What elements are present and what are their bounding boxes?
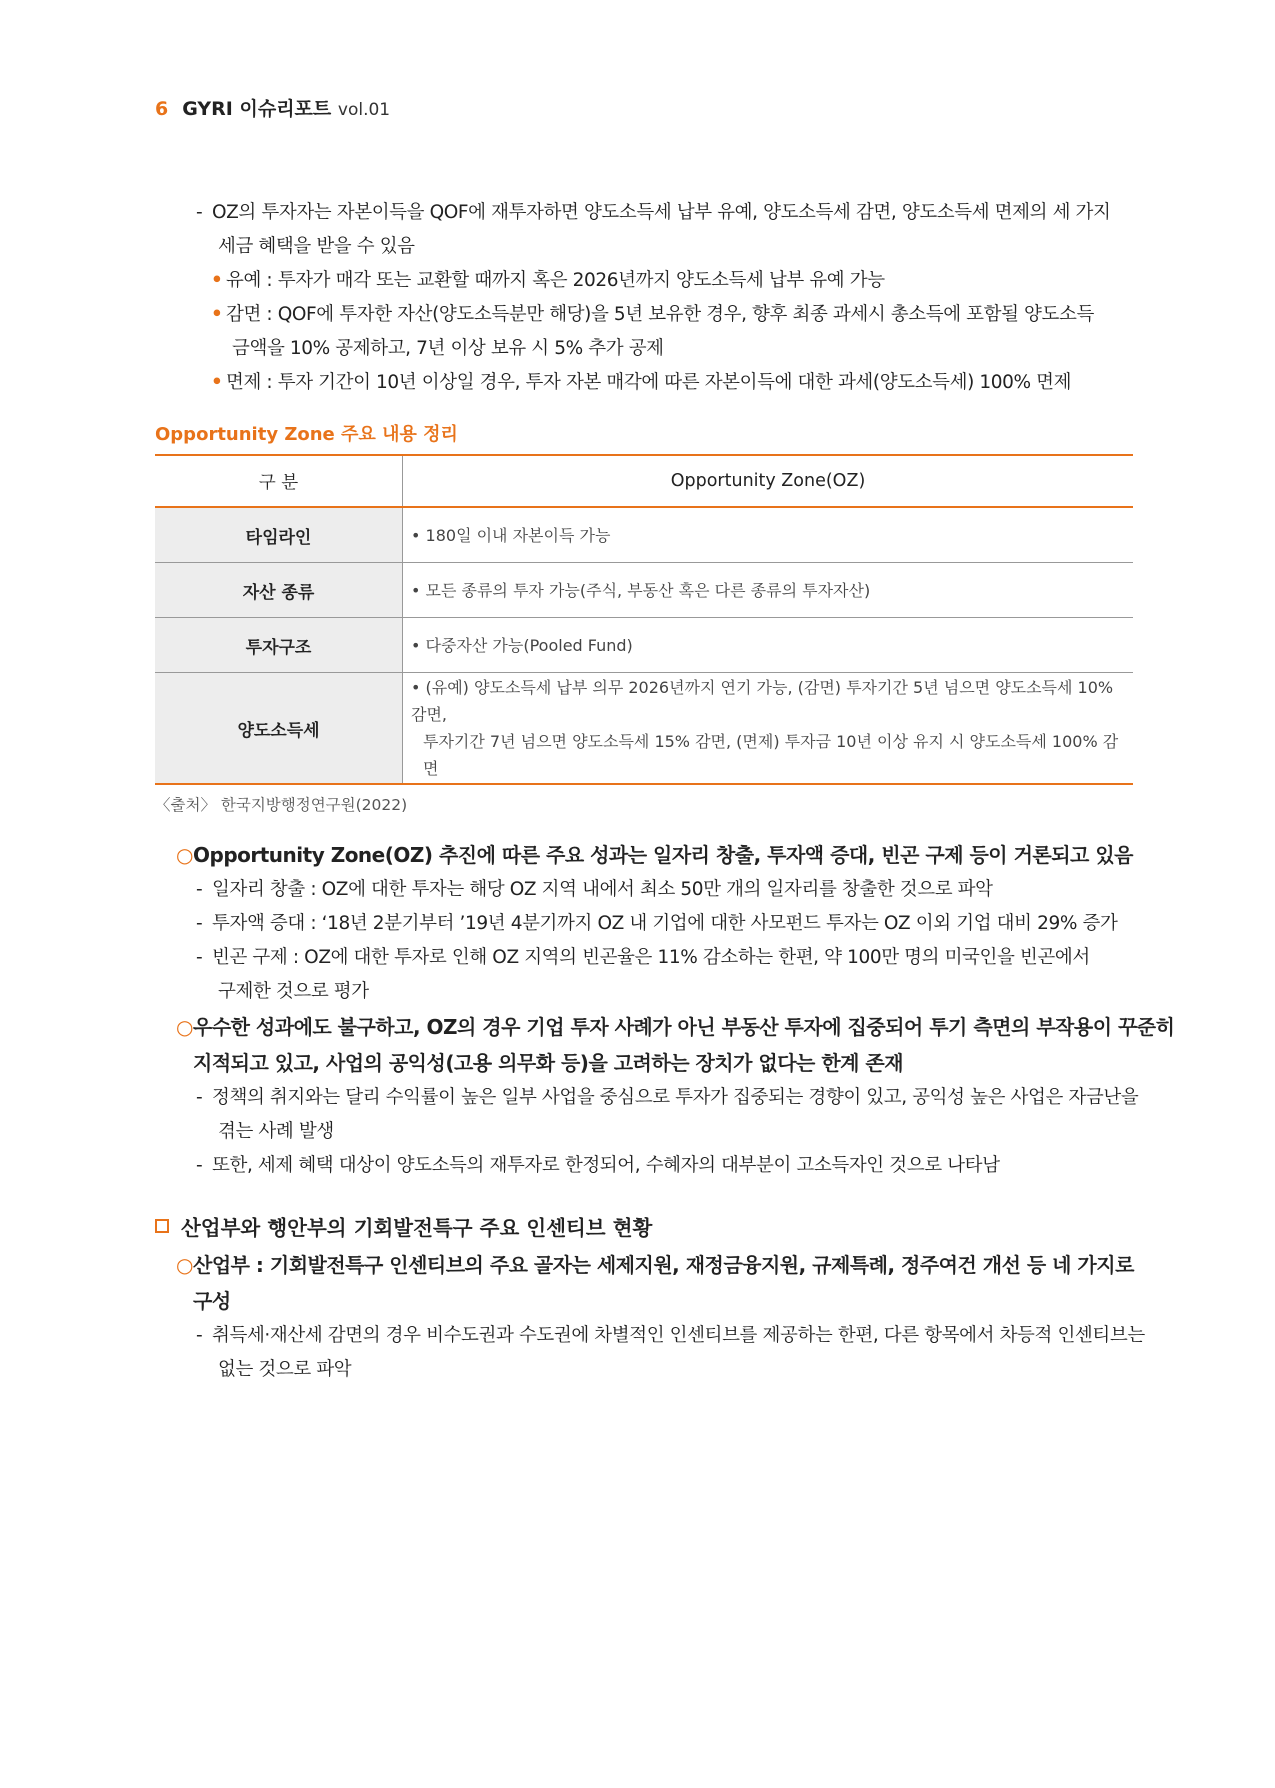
report-title: GYRI 이슈리포트 (182, 98, 332, 120)
intro-dash: - OZ의 투자자는 자본이득을 QOF에 재투자하면 양도소득세 납부 유예, 양도소득세 감면, 양도소득세 면제의 세 가지 (196, 202, 1111, 223)
row-label: 타임라인 (155, 507, 403, 563)
page-number: 6 (155, 98, 169, 120)
section-detail: - 취득세·재산세 감면의 경우 비수도권과 수도권에 차별적인 인센티브를 제공하는 한편, 다른 항목에서 차등적 인센티브는 (196, 1325, 1145, 1346)
section-heading: 산업부와 행안부의 기회발전특구 주요 인센티브 현황 (155, 1209, 1133, 1247)
limit-concentration: - 정책의 취지와는 달리 수익률이 높은 일부 사업을 중심으로 투자가 집중되는 경향이 있고, 공익성 높은 사업은 자금난을 (196, 1087, 1139, 1108)
section-main: ○산업부 : 기회발전특구 인센티브의 주요 골자는 세제지원, 재정금융지원, 규제특례, 정주여건 개선 등 네 가지로 (176, 1253, 1134, 1277)
limits-main-cont: 지적되고 있고, 사업의 공익성(고용 의무화 등)을 고려하는 장치가 없다는 한계 존재 (193, 1051, 904, 1075)
row-label: 양도소득세 (155, 673, 403, 785)
outcome-poverty-cont: 구제한 것으로 평가 (218, 981, 369, 1002)
row-label: 투자구조 (155, 618, 403, 673)
row-value: • (유예) 양도소득세 납부 의무 2026년까지 연기 가능, (감면) 투자기간 5년 넘으면 양도소득세 10% 감면, 투자기간 7년 넘으면 양도소득세 15% 감면, (면제) 투자금 10년 이상 유지 시 양도소득세 100% 감면 (403, 673, 1134, 785)
limit-concentration-cont: 겪는 사례 발생 (218, 1121, 334, 1142)
table-row (155, 618, 1133, 673)
row-value: • 다중자산 가능(Pooled Fund) (403, 618, 1134, 673)
report-volume: vol.01 (337, 100, 391, 120)
outcome-jobs: - 일자리 창출 : OZ에 대한 투자는 해당 OZ 지역 내에서 최소 50만 개의 일자리를 창출한 것으로 파악 (196, 879, 993, 900)
row-value: • 180일 이내 자본이득 가능 (403, 507, 1134, 563)
table-row (155, 673, 1133, 785)
bullet-reduction: • 감면 : QOF에 투자한 자산(양도소득분만 해당)을 5년 보유한 경우, 향후 최종 과세시 총소득에 포함될 양도소득 (211, 304, 1094, 325)
oz-summary-table (155, 454, 1133, 785)
intro-dash-cont: 세금 혜택을 받을 수 있음 (218, 236, 415, 257)
table-row (155, 507, 1133, 563)
outcome-investment: - 투자액 증대 : ‘18년 2분기부터 ’19년 4분기까지 OZ 내 기업에 대한 사모펀드 투자는 OZ 이외 기업 대비 29% 증가 (196, 913, 1118, 934)
limits-main: ○우수한 성과에도 불구하고, OZ의 경우 기업 투자 사례가 아닌 부동산 투자에 집중되어 투기 측면의 부작용이 꾸준히 (176, 1015, 1175, 1039)
table-header-category: 구 분 (155, 455, 403, 507)
outcome-poverty: - 빈곤 구제 : OZ에 대한 투자로 인해 OZ 지역의 빈곤율은 11% 감소하는 한편, 약 100만 명의 미국인을 빈곤에서 (196, 947, 1090, 968)
page-header (155, 94, 390, 121)
table-row (155, 563, 1133, 618)
table-source: 〈출처〉 한국지방행정연구원(2022) (155, 796, 408, 814)
table-header-oz: Opportunity Zone(OZ) (403, 455, 1134, 507)
table-title: Opportunity Zone 주요 내용 정리 (155, 424, 458, 445)
section-detail-cont: 없는 것으로 파악 (218, 1359, 352, 1380)
limit-beneficiaries: - 또한, 세제 혜택 대상이 양도소득의 재투자로 한정되어, 수혜자의 대부분이 고소득자인 것으로 나타남 (196, 1155, 1000, 1176)
bullet-reduction-cont: 금액을 10% 공제하고, 7년 이상 보유 시 5% 추가 공제 (232, 338, 664, 359)
outcomes-main: ○Opportunity Zone(OZ) 추진에 따른 주요 성과는 일자리 창출, 투자액 증대, 빈곤 구제 등이 거론되고 있음 (176, 843, 1133, 867)
bullet-exemption: • 면제 : 투자 기간이 10년 이상일 경우, 투자 자본 매각에 따른 자본이득에 대한 과세(양도소득세) 100% 면제 (211, 372, 1072, 393)
row-label: 자산 종류 (155, 563, 403, 618)
main-content (155, 196, 1175, 1387)
row-value: • 모든 종류의 투자 가능(주식, 부동산 혹은 다른 종류의 투자자산) (403, 563, 1134, 618)
bullet-deferral: • 유예 : 투자가 매각 또는 교환할 때까지 혹은 2026년까지 양도소득세 납부 유예 가능 (211, 270, 885, 291)
square-bullet-icon (155, 1219, 169, 1233)
table-header-row (155, 455, 1133, 507)
section-main-cont: 구성 (193, 1289, 231, 1313)
